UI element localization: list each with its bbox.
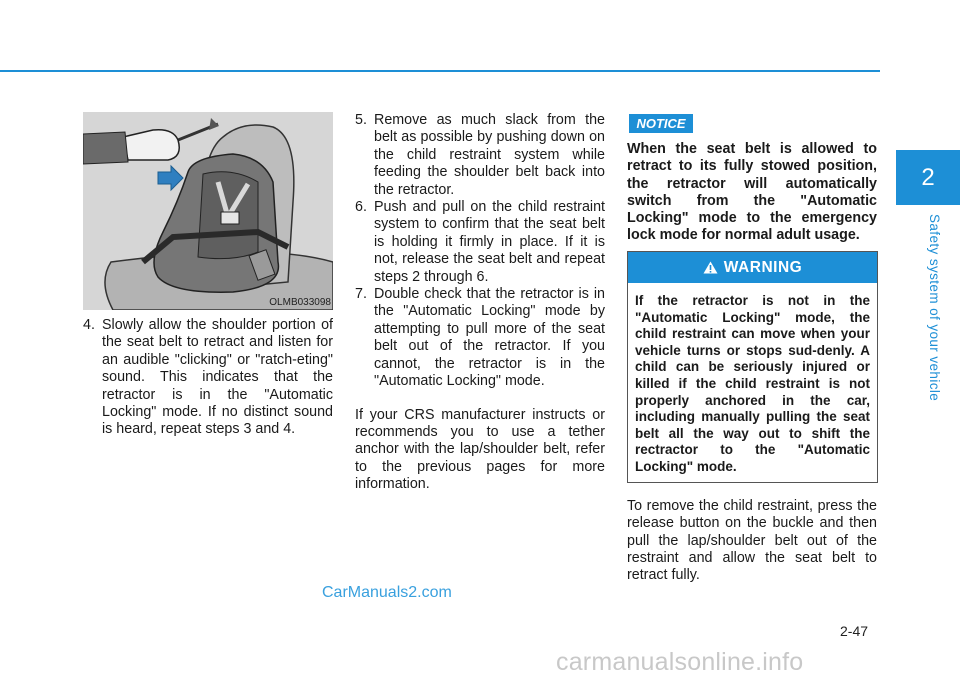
step-number: 7. bbox=[355, 286, 367, 303]
step-number: 4. bbox=[83, 317, 95, 333]
step-number: 6. bbox=[355, 199, 367, 216]
step-text: Remove as much slack from the belt as possible by pushing down on the child restraint system while feeding the shoulder belt back into the retractor. bbox=[374, 112, 605, 198]
step-text: Slowly allow the shoulder portion of the seat belt to retract and listen for an audible "clicking" or "ratch-eting" sound. This indicates that the retractor is in the "Automatic Locking" mode. If no distinct sound is heard, repeat steps 3 and 4. bbox=[102, 317, 333, 438]
child-seat-drawing bbox=[83, 112, 333, 310]
chapter-number-tab: 2 bbox=[896, 150, 960, 205]
warning-text: If the retractor is not in the "Automatic Locking" mode, the child restraint can move when your vehicle turns or stops sud-denly. A child can be seriously injured or killed if the child restraint is not properly anchored in the car, including manually pulling the seat belt all the way out to shift the rectractor to the "Automatic Locking" mode. bbox=[635, 293, 870, 474]
middle-column bbox=[355, 112, 605, 494]
step-text: Push and pull on the child restraint system to confirm that the seat belt is holding it firmly in place. If it is not, release the seat belt and repeat steps 2 through 6. bbox=[374, 199, 605, 285]
step-number: 5. bbox=[355, 112, 367, 128]
step-item bbox=[83, 317, 333, 439]
warning-label: WARNING bbox=[723, 258, 803, 276]
child-seat-illustration bbox=[83, 112, 333, 310]
page-number: 2-47 bbox=[840, 623, 869, 639]
figure-code: OLMB033098 bbox=[269, 297, 331, 308]
footer-band bbox=[0, 645, 960, 689]
warning-triangle-icon bbox=[703, 261, 718, 274]
crs-paragraph: If your CRS manufacturer instructs or recommends you to use a tether anchor with the lap/shoulder belt, refer to the previous pages for more information. bbox=[355, 406, 605, 493]
footer-watermark: carmanualsonline.info bbox=[556, 648, 804, 676]
chapter-title: Safety system of your vehicle bbox=[927, 214, 942, 402]
step-item bbox=[355, 199, 605, 286]
notice-text: When the seat belt is allowed to retract to its fully stowed position, the retractor will automatically switch from the "Automatic Locking" mode to the emergency lock mode for normal adult usage. bbox=[627, 141, 877, 244]
notice-badge: NOTICE bbox=[629, 114, 693, 133]
warning-box bbox=[627, 251, 878, 483]
step-text: Double check that the retractor is in the "Automatic Locking" mode by attempting to pull more of the seat belt out of the retractor. If you cannot, the retractor is in the "Automatic Locking" mode. bbox=[374, 286, 605, 390]
remove-paragraph: To remove the child restraint, press the release button on the buckle and then pull the lap/shoulder belt out of the restraint and allow the seat belt to retract fully. bbox=[627, 498, 877, 584]
warning-header bbox=[628, 252, 877, 283]
step-item bbox=[355, 112, 605, 199]
step-item bbox=[355, 286, 605, 390]
header-rule bbox=[0, 70, 880, 72]
watermark-link[interactable]: CarManuals2.com bbox=[322, 584, 452, 601]
left-column bbox=[83, 317, 333, 439]
